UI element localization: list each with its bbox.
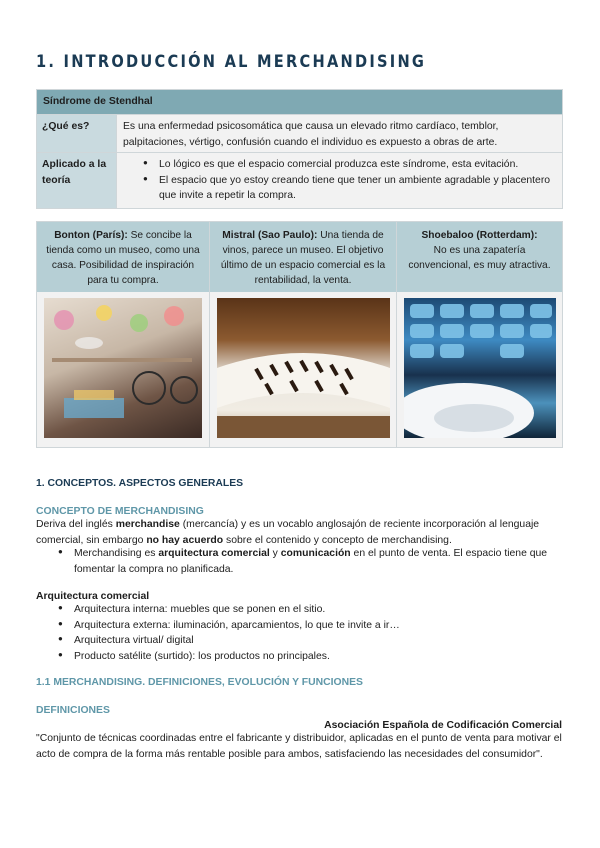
row-value-que: Es una enfermedad psicosomática que causa un elevado ritmo cardíaco, temblor, palpitaciones, vértigo, confusión cuando el individuo es expuesto a obras de arte. <box>117 115 562 152</box>
definition-quote: "Conjunto de técnicas coordinadas entre el fabricante y distribuidor, aplicadas en el punto de venta para motivar el acto de compra de la forma más rentable posible para ambos, satisfaciendo las necesidades del consumidor". <box>36 733 562 760</box>
shoebaloo-store-photo <box>404 298 556 438</box>
list-item: ● Arquitectura virtual/ digital <box>58 633 558 649</box>
table-row <box>37 153 562 208</box>
bonton-store-photo <box>44 298 202 438</box>
mistral-store-photo <box>217 298 390 438</box>
list-item: ● Lo lógico es que el espacio comercial produzca este síndrome, esta evitación. <box>143 157 556 173</box>
list-item: ● Arquitectura interna: muebles que se ponen en el sitio. <box>58 602 558 618</box>
stores-table <box>36 221 563 448</box>
store-bonton-description: Bonton (París): Se concibe la tienda como un museo, como una casa. Posibilidad de inspiración para tu compra. <box>46 230 200 287</box>
subheading-definiciones: DEFINICIONES <box>36 705 110 716</box>
definition-source: Asociación Española de Codificación Comercial <box>324 720 562 731</box>
arquitectura-list <box>58 602 558 664</box>
concepto-bullets <box>58 546 558 577</box>
store-shoebaloo-description: Shoebaloo (Rotterdam): No es una zapatería convencional, es muy atractiva. <box>408 230 551 272</box>
subheading-arquitectura: Arquitectura comercial <box>36 591 150 602</box>
row-label-que: ¿Qué es? <box>37 115 117 152</box>
subheading-concepto: CONCEPTO DE MERCHANDISING <box>36 506 204 517</box>
stendhal-table-header: Síndrome de Stendhal <box>37 90 562 115</box>
section-heading-conceptos: 1. CONCEPTOS. ASPECTOS GENERALES <box>36 478 244 489</box>
list-item: ● Arquitectura externa: iluminación, aparcamientos, lo que te invite a ir… <box>58 618 558 634</box>
row-label-aplicado: Aplicado a la teoría <box>37 153 117 208</box>
row-value-aplicado <box>117 153 562 208</box>
list-item: ● Merchandising es arquitectura comercial y comunicación en el punto de venta. El espacio tiene que fomentar la compra no planificada. <box>58 546 558 577</box>
store-mistral-description: Mistral (Sao Paulo): Una tienda de vinos, parece un museo. El objetivo último de un espacio comercial es la rentabilidad, la venta. <box>209 222 397 292</box>
list-item: ● Producto satélite (surtido): los productos no principales. <box>58 649 558 665</box>
section-heading-definiciones-evolucion: 1.1 MERCHANDISING. DEFINICIONES, EVOLUCIÓN Y FUNCIONES <box>36 677 363 688</box>
list-item: ● El espacio que yo estoy creando tiene que tener un ambiente agradable y placentero que invite a repetir la compra. <box>143 173 556 204</box>
page-title: 1. INTRODUCCIÓN AL MERCHANDISING <box>36 52 427 72</box>
table-row <box>37 115 562 153</box>
concepto-paragraph: Deriva del inglés merchandise (mercancía) y es un vocablo anglosajón de reciente incorporación al lenguaje comercial, sin embargo no hay acuerdo sobre el contenido y concepto de merchandising. <box>36 519 540 546</box>
stendhal-table <box>36 89 563 209</box>
